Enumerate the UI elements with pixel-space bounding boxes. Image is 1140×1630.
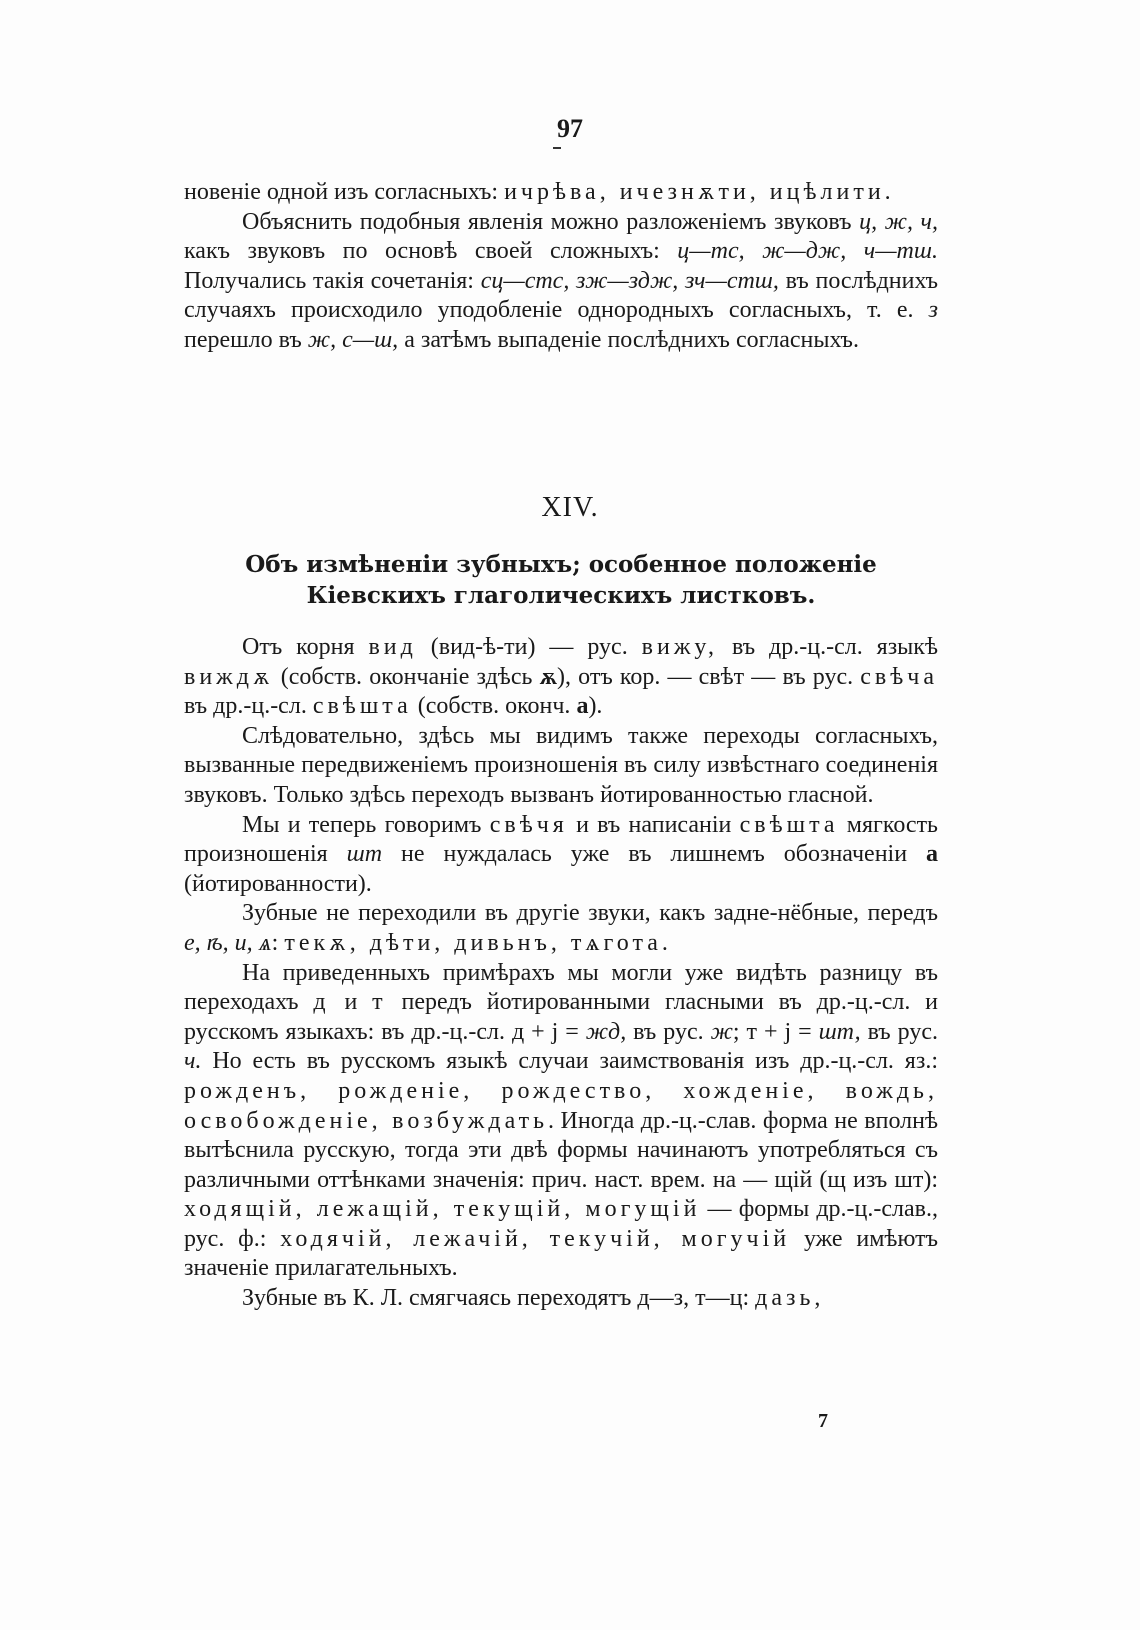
body-text-block: [184, 633, 938, 1314]
paragraph-explanation: Объяснить подобныя явленія можно разложеніемъ звуковъ ц, ж, ч, какъ звуковъ по основѣ своей сложныхъ: ц—тс, ж—дж, ч—тш. Получались такія сочетанія: сц—стс, зж—здж, зч—стш, въ послѣднихъ случаяхъ происходило уподобленіе однородныхъ согласныхъ, т. е. з перешло въ ж, с—ш, а затѣмъ выпаденіе послѣднихъ согласныхъ.: [184, 208, 938, 353]
paragraph-continuation: новеніе одной изъ согласныхъ: ичрѣва, ичезнѫти, ицѣлити.: [184, 179, 891, 205]
section-number: XIV.: [541, 492, 599, 523]
page-number: 97: [557, 114, 583, 143]
section-heading: [184, 549, 938, 611]
paragraph-2: Слѣдовательно, здѣсь мы видимъ также переходы согласныхъ, вызванные передвиженіемъ произношенія въ силу извѣстнаго соединенія звуковъ. Только здѣсь переходъ вызванъ йотированностью гласной.: [184, 722, 938, 808]
page-number-underline: [553, 147, 561, 149]
paragraph-1: Отъ корня вид (вид-ѣ-ти) — рус. вижу, въ др.-ц.-сл. языкѣ виждѫ (собств. окончаніе здѣсь ѫ), отъ кор. — свѣт — въ рус. свѣча въ др.-ц.-сл. свѣшта (собств. оконч. а).: [184, 634, 939, 720]
section-heading-line-2: Кіевскихъ глаголическихъ листковъ.: [306, 582, 816, 609]
top-text-block: [184, 178, 938, 356]
paragraph-4: Зубные не переходили въ другіе звуки, какъ задне-нёбные, передъ е, ѣ, и, ѧ: текѫ, дѣти, дивьнъ, тѧгота.: [184, 900, 938, 956]
section-heading-line-1: Объ измѣненіи зубныхъ; особенное положеніе: [245, 551, 877, 578]
paragraph-3: Мы и теперь говоримъ свѣчя и въ написаніи свѣшта мягкость произношенія шт не нуждалась уже въ лишнемъ обозначеніи а (йотированности).: [184, 811, 938, 897]
paragraph-5: На приведенныхъ примѣрахъ мы могли уже видѣть разницу въ переходахъ д и т передъ йотированными гласными въ др.-ц.-сл. и русскомъ языкахъ: въ др.-ц.-сл. д + j = жд, въ рус. ж; т + j = шт, въ рус. ч. Но есть въ русскомъ языкѣ случаи заимствованія изъ др.-ц.-сл. яз.: рожденъ, рожденіе, рождество, хожденіе, вождь, освобожденіе, возбуждать. Иногда др.-ц.-слав. форма не вполнѣ вытѣснила русскую, тогда эти двѣ формы начинаютъ употребляться съ различными оттѣнками значенія: прич. наст. врем. на — щій (щ изъ шт): ходящій, лежащій, текущій, могущій — формы др.-ц.-слав., рус. ф.: ходячій, лежачій, текучій, могучій уже имѣютъ значеніе прилагательныхъ.: [184, 959, 938, 1282]
signature-mark: 7: [818, 1410, 828, 1432]
paragraph-6: Зубные въ К. Л. смягчаясь переходятъ д—з, т—ц: дазь,: [242, 1285, 825, 1312]
